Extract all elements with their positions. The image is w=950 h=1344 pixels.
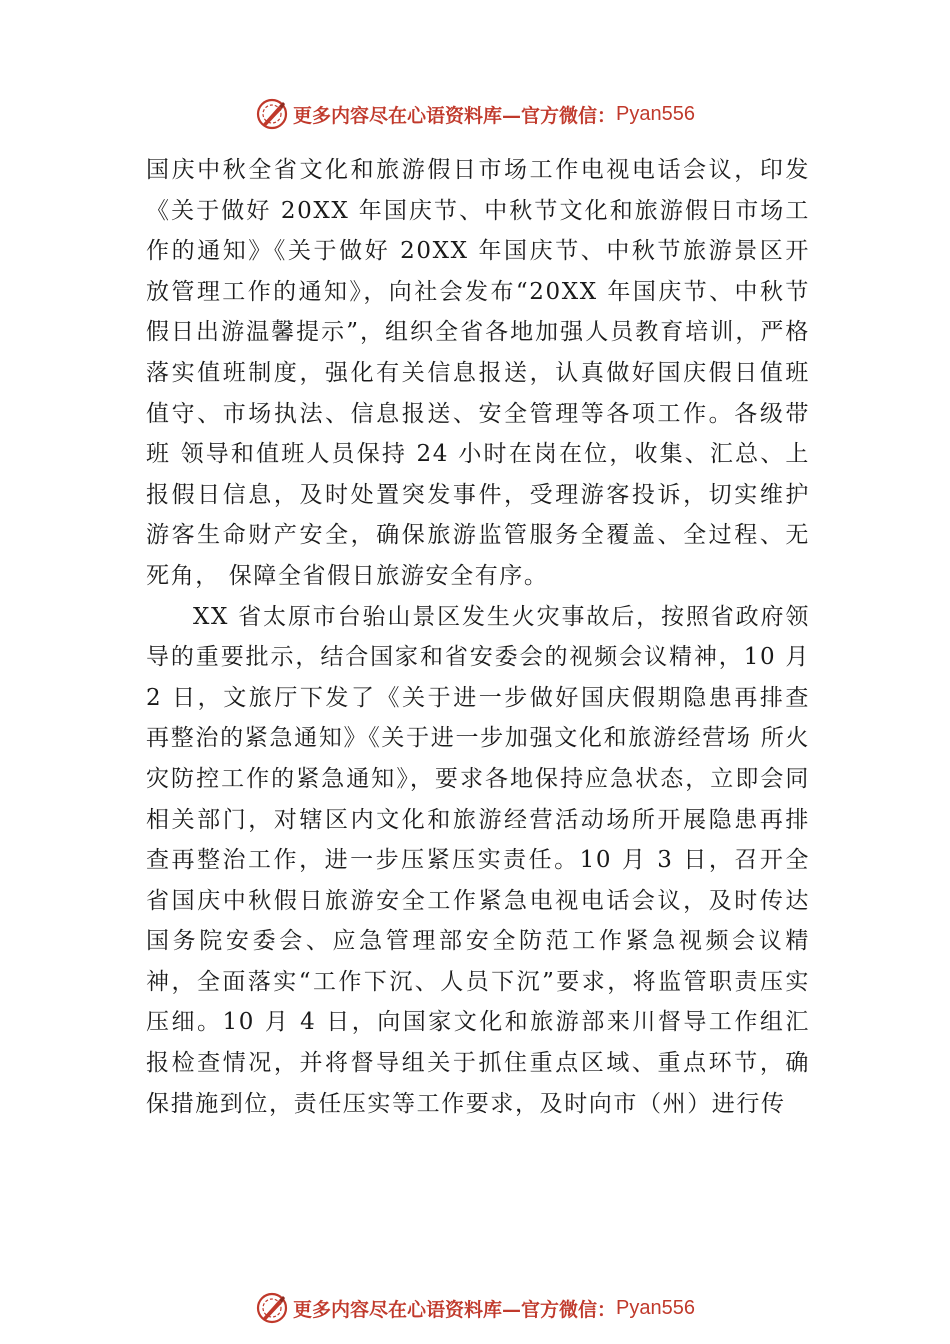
footer-banner <box>0 1288 950 1328</box>
banner-main-text: 更多内容尽在心语资料库 <box>293 1298 503 1321</box>
banner-main-text: 更多内容尽在心语资料库 <box>293 104 503 127</box>
banner-sub-text: —官方微信： <box>502 1298 617 1321</box>
banner-sub-text: —官方微信： <box>502 104 617 127</box>
paragraph-2: XX 省太原市台骀山景区发生火灾事故后，按照省政府领导的重要批示，结合国家和省安委会的视频会议精神，10 月 2 日，文旅厅下发了《关于进一步做好国庆假期隐患再排查再整治的紧急通知》《关于进一步加强文化和旅游经营场 所火灾防控工作的紧急通知》，要求各地保持应急状态，立即会同相关部门，对辖区内文化和旅游经营活动场所开展隐患再排查再整治工作，进一步压紧压实责任。10 月 3 日，召开全省国庆中秋假日旅游安全工作紧急电视电话会议，及时传达国务院安委会、应急管理部安全防范工作紧急视频会议精神，全面落实“工作下沉、人员下沉”要求，将监管职责压实压细。10 月 4 日，向国家文化和旅游部来川督导工作组汇报检查情况，并将督导组关于抓住重点区域、重点环节，确保措施到位，责任压实等工作要求，及时向市（州）进行传 <box>146 603 810 1117</box>
pen-logo-icon <box>255 97 289 131</box>
paragraph-1: 国庆中秋全省文化和旅游假日市场工作电视电话会议，印发《关于做好 20XX 年国庆节、中秋节文化和旅游假日市场工作的通知》《关于做好 20XX 年国庆节、中秋节旅游景区开放管理工作的通知》，向社会发布“20XX 年国庆节、中秋节假日出游温馨提示”，组织全省各地加强人员教育培训，严格落实值班制度，强化有关信息报送，认真做好国庆假日值班值守、市场执法、信息报送、安全管理等各项工作。各级带班 领导和值班人员保持 24 小时在岗在位，收集、汇总、上报假日信息，及时处置突发事件，受理游客投诉，切实维护游客生命财产安全，确保旅游监管服务全覆盖、全过程、无死角， 保障全省假日旅游安全有序。 <box>146 157 810 589</box>
document-body <box>146 150 810 1124</box>
banner-wechat-id: Pyan556 <box>616 102 695 125</box>
pen-logo-icon <box>255 1291 289 1325</box>
header-banner <box>0 94 950 134</box>
banner-wechat-id: Pyan556 <box>616 1296 695 1319</box>
